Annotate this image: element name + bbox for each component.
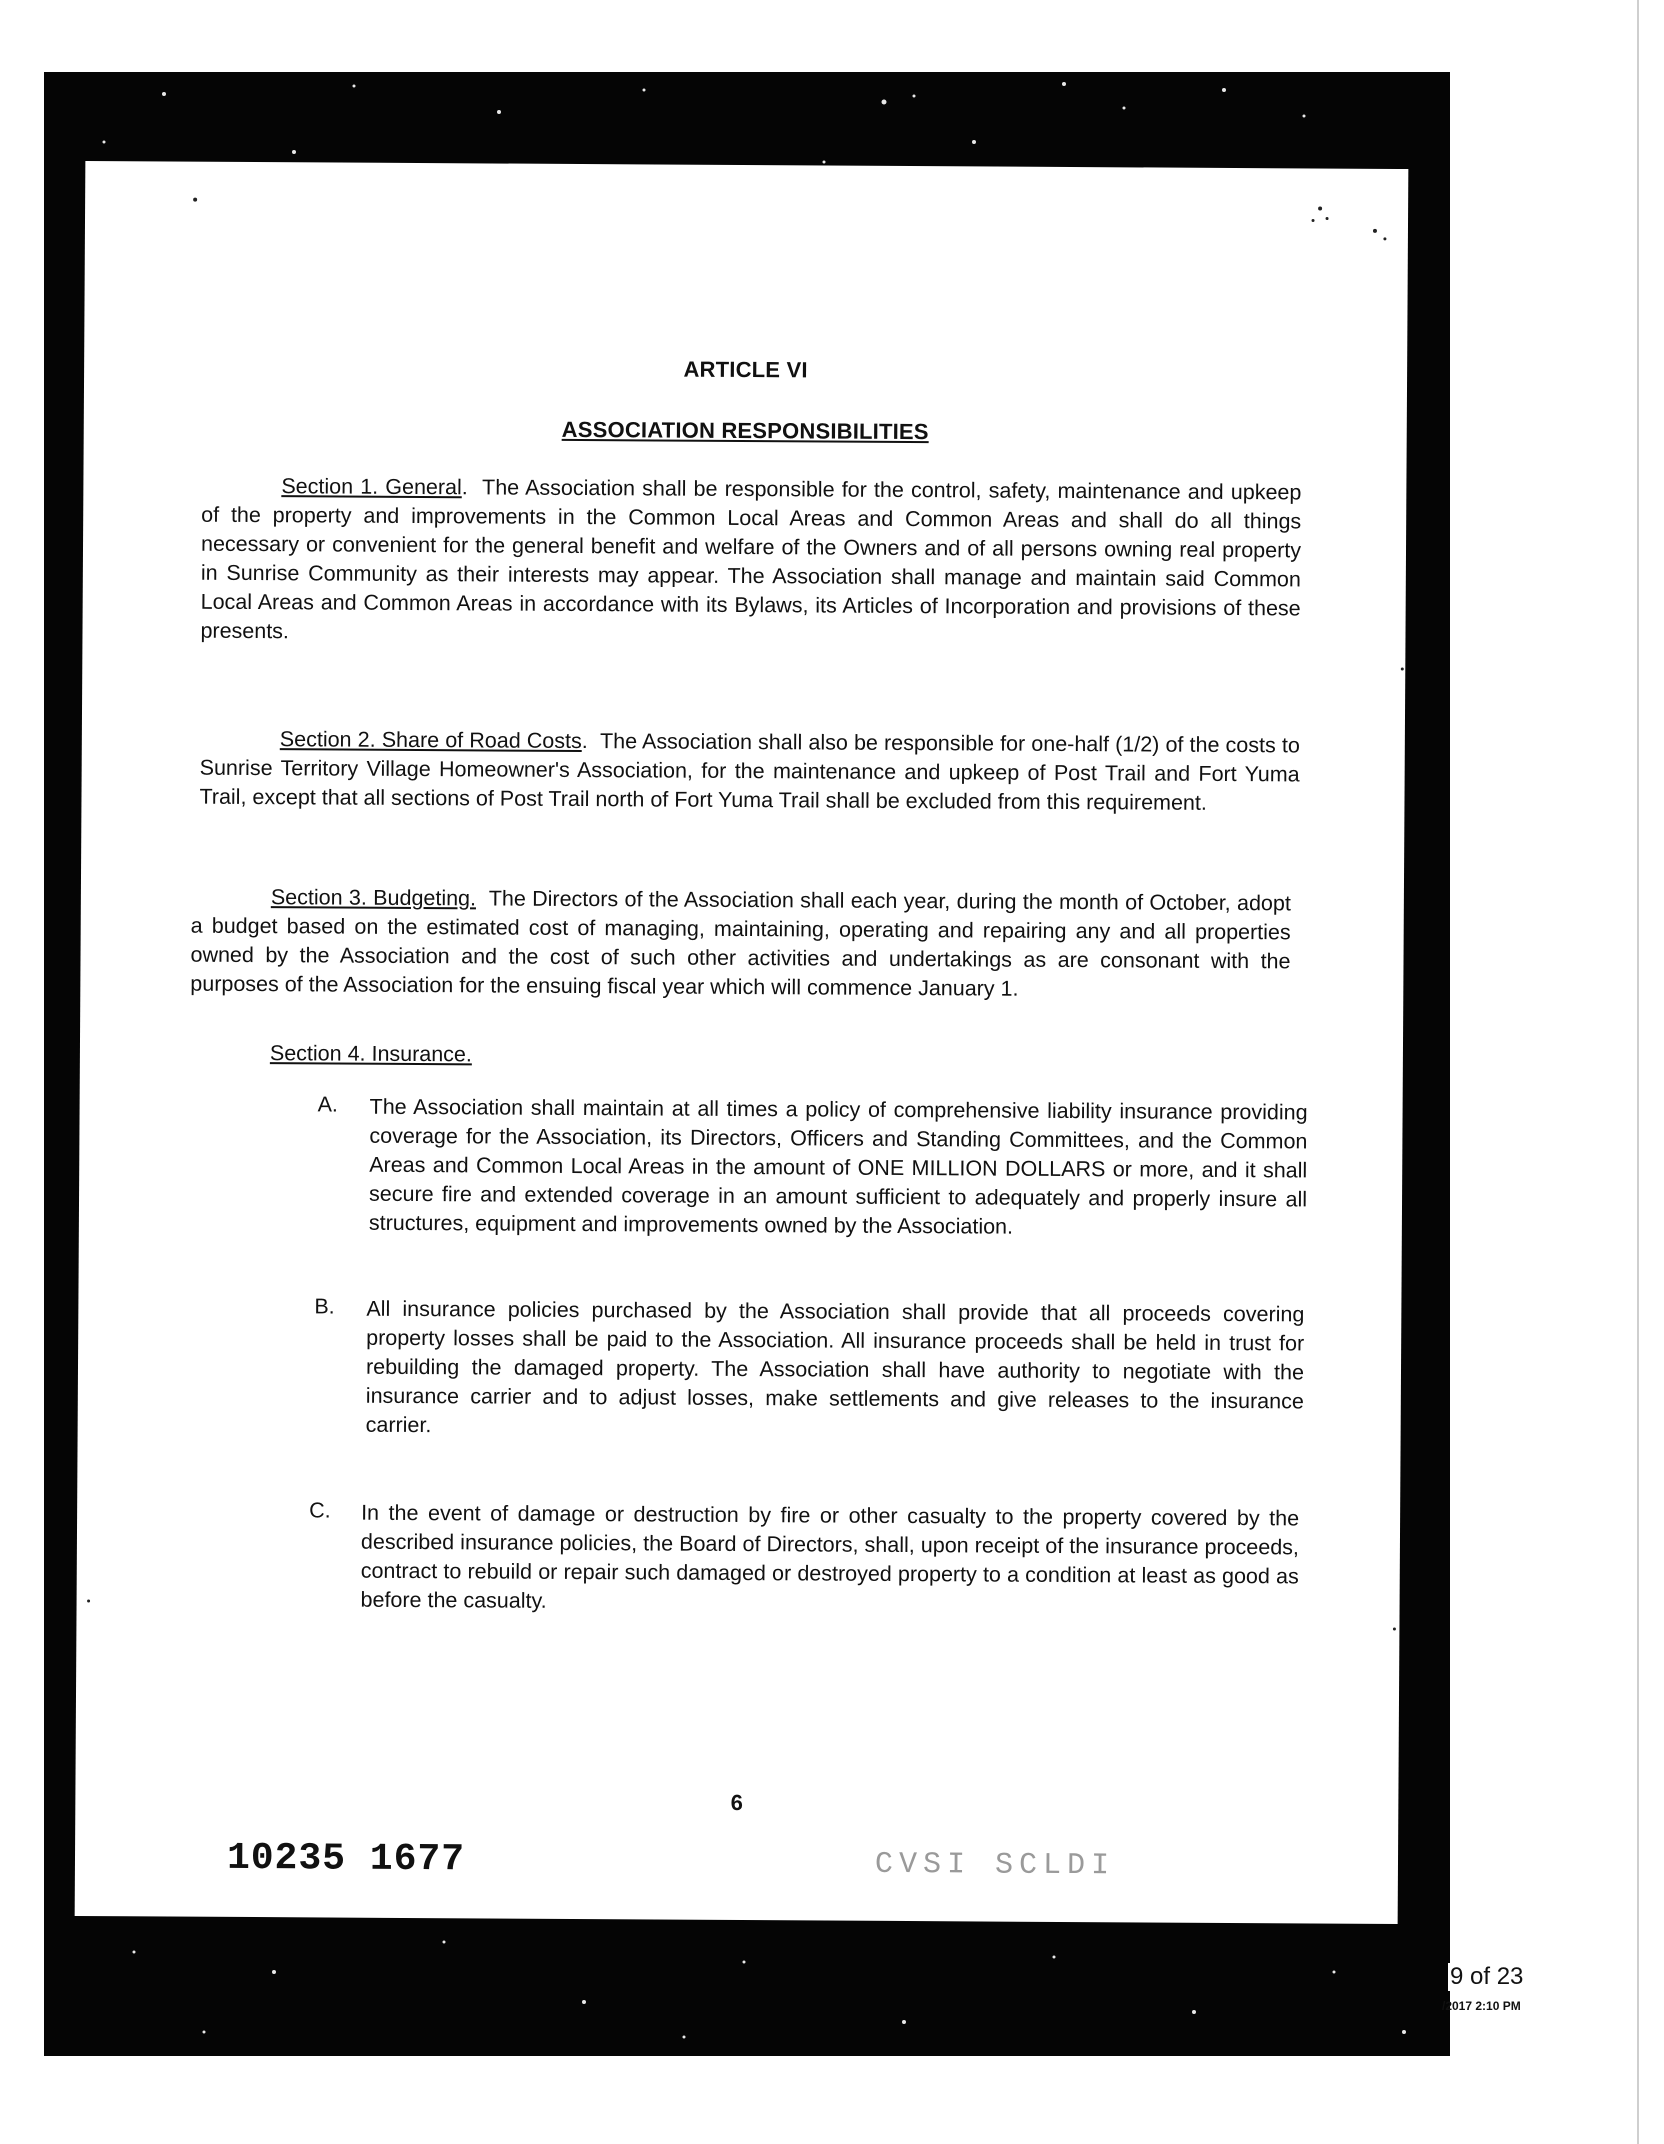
document-body bbox=[75, 161, 1409, 1924]
section-2-text: The Association shall also be responsible for one-half (1/2) of the costs to Sunrise Territory Village Homeowner's Association, for the maintenance and upkeep of Post Trail and Fort Yuma Trail, except that all sections of Post Trail north of Fort Yuma Trail shall be excluded from this requirement. bbox=[199, 729, 1300, 815]
section-1-paragraph: Section 1. General. The Association shall be responsible for the control, safety, maintenance and upkeep of the property and improvements in the Common Local Areas and Common Areas and shall do all things necessary or convenient for the general benefit and welfare of the Owners and of all persons owning real property in Sunrise Community as their interests may appear. The Association shall manage and maintain said Common Local Areas and Common Areas in accordance with its Bylaws, its Articles of Incorporation and provisions of these presents. bbox=[200, 474, 1302, 644]
page-number: 6 bbox=[730, 1789, 744, 1816]
insurance-item-a-text: The Association shall maintain at all times a policy of comprehensive liability insurance providing coverage for the Association, its Directors, Officers and Standing Committees, and the Common Areas and Common Local Areas in the amount of ONE MILLION DOLLARS or more, and it shall secure fire and extended coverage in an amount sufficient to adequately and properly insure all structures, equipment and improvements owned by the Association. bbox=[368, 1094, 1308, 1239]
insurance-item-b-text: All insurance policies purchased by the Association shall provide that all proceeds covering property losses shall be paid to the Association. All insurance proceeds shall be held in trust for rebuilding the damaged property. The Association shall have authority to negotiate with the insurance carrier and to adjust losses, make settlements and give releases to the insurance carrier. bbox=[365, 1296, 1305, 1438]
viewer-page-count: 9 of 23 bbox=[1450, 1963, 1524, 1990]
document-page bbox=[75, 161, 1409, 1924]
viewer-edge-rule bbox=[1637, 0, 1639, 2144]
section-1-label: Section 1. General bbox=[281, 474, 462, 500]
article-subtitle: ASSOCIATION RESPONSIBILITIES bbox=[561, 416, 929, 445]
scan-specks bbox=[75, 161, 1409, 1924]
faded-stamp: CVSI SCLDI bbox=[874, 1847, 1116, 1884]
section-3-label: Section 3. Budgeting. bbox=[270, 885, 477, 911]
section-2-paragraph: Section 2. Share of Road Costs. The Association shall also be responsible for one-half (1/2) of the costs to Sunrise Territory Village Homeowner's Association, for the maintenance and upkeep of Post Trail and Fort Yuma Trail, except that all sections of Post Trail north of Fort Yuma Trail shall be excluded from this requirement. bbox=[199, 727, 1300, 815]
recording-book-number: 10235 1677 bbox=[226, 1836, 466, 1882]
section-1-text: The Association shall be responsible for the control, safety, maintenance and upkeep of the property and improvements in the Common Local Areas and Common Areas and shall do all things necessary or convenient for the general benefit and welfare of the Owners and of all persons owning real property in Sunrise Community as their interests may appear. The Association shall manage and maintain said Common Local Areas and Common Areas in accordance with its Bylaws, its Articles of Incorporation and provisions of these presents. bbox=[200, 475, 1302, 644]
article-title: ARTICLE VI bbox=[683, 356, 808, 383]
viewer-print-date: /2017 2:10 PM bbox=[1442, 1999, 1521, 2013]
section-4-label: Section 4. Insurance. bbox=[269, 1041, 472, 1067]
section-3-text: The Directors of the Association shall each year, during the month of October, adopt a budget based on the estimated cost of managing, maintaining, operating and repairing any and all properties owned by the Association and the cost of such other activities and undertakings as are consonant with the purposes of the Association for the ensuing fiscal year which will commence January 1. bbox=[190, 886, 1291, 1001]
insurance-item-a-letter: A. bbox=[317, 1092, 339, 1117]
section-2-label: Section 2. Share of Road Costs bbox=[279, 727, 582, 754]
insurance-item-b-letter: B. bbox=[314, 1294, 335, 1319]
insurance-item-c-text: In the event of damage or destruction by fire or other casualty to the property covered by the described insurance policies, the Board of Directors, shall, upon receipt of the insurance proceeds, contract to rebuild or repair such damaged or destroyed property to a condition at least as good as before the casualty. bbox=[360, 1500, 1300, 1613]
insurance-item-c-letter: C. bbox=[309, 1498, 331, 1523]
